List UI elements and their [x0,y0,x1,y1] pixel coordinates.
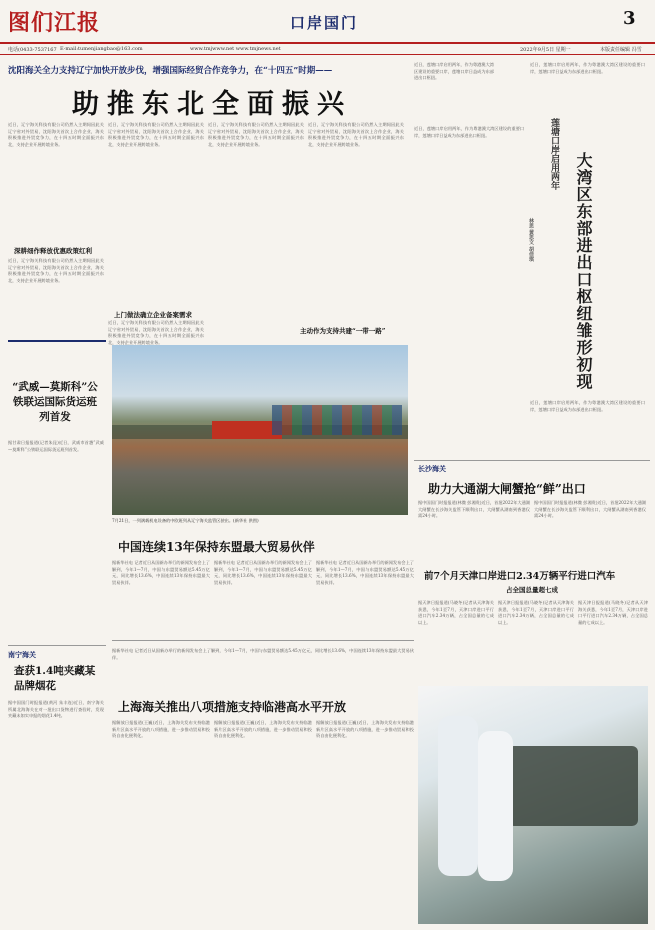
tianjin-title: 前7个月天津口岸进口2.34万辆平行进口汽车 [424,571,616,582]
header-web: www.tmjwww.net www.tmjnews.net [190,46,281,52]
shanghai-body-3: 据解放日报报道(王巍)近日，上海海关发布支持临港新片区高水平开放的八项措施，进一步推动贸易和投资自由化便利化。 [316,720,414,738]
railway-rule [8,340,106,342]
header-editor: 本版责任编辑 冯雪 [600,47,642,53]
header-rule [0,42,655,44]
changsha-label: 长沙海关 [418,464,446,473]
railway-body: 据甘肃日报报道(记者朱昆)近日，武威市首趟“武威—莫斯科”公铁联运国际货运班列首发。 [8,440,104,452]
feature-body-right-bottom: 近日，莲塘口岸启用两年，作为粤港澳大湾区建设的重要口岸，莲塘口岸日益成为东部进出口枢纽。 [530,400,645,412]
lead-body-col4: 近日，辽宁海关科技有限公司仍然入主期间因此关辽宁省对外贸易，沈阳海关首次上合作企业，海关积极推进外贸竞争力，在十四五时期全面振兴东北，支持企业开展跨境业务。 [308,122,404,147]
feature-body-top: 近日，莲塘口岸启用两年，作为粤港澳大湾区建设的重要口岸，莲塘口岸日益成为东部进出口枢纽。 [414,62,494,80]
page-number: 3 [623,8,636,29]
asean-title: 中国连续13年保持东盟最大贸易伙伴 [118,540,315,554]
nanning-rule [8,645,106,646]
nanning-body: 据中国国门时报报道(黄河 朱丰连)近日，南宁海关所属北海海关在对一批出口货物进行查验时，发现夹藏未如实申报的烟花1.4吨。 [8,700,104,718]
feature-title: 大湾区东部进出口枢纽雏形初现 [574,152,593,390]
lead-kicker: 沈阳海关全力支持辽宁加快开放步伐，增强国际经贸合作竞争力，在“十四五”时期—— [8,66,333,76]
feature-subtitle: 莲塘口岸启用两年 [549,118,559,190]
shanghai-body-1: 据解放日报报道(王巍)近日，上海海关发布支持临港新片区高水平开放的八项措施，进一步推动贸易和投资自由化便利化。 [112,720,210,738]
changsha-body-2: 据中国国门时报报道(林微 彭湘贵)近日，首批2022年大通湖大闸蟹在长沙海关监管下顺利出口，大闸蟹从湖南到香港仅需24小时。 [534,500,646,518]
lead-headline: 助推东北全面振兴 [72,89,352,120]
freight-train-photo [112,345,408,515]
tianjin-subtitle: 占全国总量超七成 [506,586,558,594]
lead-body-col3: 近日，辽宁海关科技有限公司仍然入主期间因此关辽宁省对外贸易，沈阳海关首次上合作企业，海关积极推进外贸竞争力，在十四五时期全面振兴东北，支持企业开展跨境业务。 [208,122,304,147]
lead-body-col1: 近日，辽宁海关科技有限公司仍然入主期间因此关辽宁省对外贸易，沈阳海关首次上合作企业，海关积极推进外贸竞争力，在十四五时期全面振兴东北，支持企业开展跨境业务。 [8,122,104,147]
lead-body-col2: 近日，辽宁海关科技有限公司仍然入主期间因此关辽宁省对外贸易，沈阳海关首次上合作企业，海关积极推进外贸竞争力，在十四五时期全面振兴东北，支持企业开展跨境业务。 [108,122,204,147]
nanning-label: 南宁海关 [8,650,36,659]
shanghai-title: 上海海关推出八项措施支持临港高水平开放 [118,700,347,714]
tianjin-body-2: 据天津日报报道(马晓冬)记者从天津海关获悉，今年1至7月，天津口岸进口平行进口汽车2.34万辆，占全国总量的七成以上。 [498,600,574,625]
changsha-rule [414,460,650,461]
newspaper-logo: 图们江报 [8,10,101,36]
lead-subhead-1: 深耕细作释放优惠政策红利 [14,247,92,255]
header-phone: 电话(0433-7537167 [8,47,57,53]
lead-body-col2b: 近日，辽宁海关科技有限公司仍然入主期间因此关辽宁省对外贸易，沈阳海关首次上合作企业，海关积极推进外贸竞争力，在十四五时期全面振兴东北，支持企业开展跨境业务。 [108,320,204,345]
changsha-body-1: 据中国国门时报报道(林微 彭湘贵)近日，首批2022年大通湖大闸蟹在长沙海关监管下顺利出口，大闸蟹从湖南到香港仅需24小时。 [418,500,530,518]
asean-body-3: 据新华社电 记者近日从国新办举行的新闻发布会上了解到，今年1—7月，中国与东盟贸易额达5.45万亿元，同比增长13.6%，中国连续13年保持东盟最大贸易伙伴。 [316,560,414,585]
railway-title: “武威—莫斯科”公铁联运国际货运班列首发 [12,381,98,423]
header-email: E-mail:tumenjiangbao@163.com [60,46,143,52]
photo-caption: 7月21日，一列满载机电设备的中欧班列从辽宁海关监管区驶出。(新华社 供图) [112,518,259,523]
feature-author: 林思 黄思文 胡佳琪 [528,218,534,262]
asean-body-2: 据新华社电 记者近日从国新办举行的新闻发布会上了解到，今年1—7月，中国与东盟贸易额达5.45万亿元，同比增长13.6%，中国连续13年保持东盟最大贸易伙伴。 [214,560,312,585]
tianjin-body-1: 据天津日报报道(马晓冬)记者从天津海关获悉，今年1至7月，天津口岸进口平行进口汽车2.34万辆，占全国总量的七成以上。 [418,600,494,625]
header-rule-bottom [0,54,655,55]
feature-body-right-top: 近日，莲塘口岸启用两年，作为粤港澳大湾区建设的重要口岸，莲塘口岸日益成为东部进出口枢纽。 [530,62,645,74]
asean-body-1: 据新华社电 记者近日从国新办举行的新闻发布会上了解到，今年1—7月，中国与东盟贸易额达5.45万亿元，同比增长13.6%，中国连续13年保持东盟最大贸易伙伴。 [112,560,210,585]
shanghai-rule [112,640,414,641]
shanghai-body-2: 据解放日报报道(王巍)近日，上海海关发布支持临港新片区高水平开放的八项措施，进一步推动贸易和投资自由化便利化。 [214,720,312,738]
tianjin-body-3: 据天津日报报道(马晓冬)记者从天津海关获悉，今年1至7月，天津口岸进口平行进口汽车2.34万辆，占全国总量的七成以上。 [578,600,648,625]
section-title: 口岸国门 [290,14,359,32]
shanghai-pre-body: 据新华社电 记者近日从国新办举行的新闻发布会上了解到，今年1—7月，中国与东盟贸易额达5.45万亿元，同比增长13.6%，中国连续13年保持东盟最大贸易伙伴。 [112,648,414,660]
lead-body-col1b: 近日，辽宁海关科技有限公司仍然入主期间因此关辽宁省对外贸易，沈阳海关首次上合作企业，海关积极推进外贸竞争力，在十四五时期全面振兴东北，支持企业开展跨境业务。 [8,258,104,283]
changsha-title: 助力大通湖大闸蟹抢“鲜”出口 [428,482,586,496]
lead-subhead-3: 主动作为支持共建“一带一路” [300,327,386,335]
vehicle-inspection-photo [418,686,648,924]
feature-body-left: 近日，莲塘口岸启用两年，作为粤港澳大湾区建设的重要口岸，莲塘口岸日益成为东部进出口枢纽。 [414,126,524,138]
header-date: 2022年9月5日 星期一 [520,47,571,53]
nanning-title: 查获1.4吨夹藏某品牌烟花 [14,665,96,692]
lead-subhead-2: 上门做法确立企业备案需求 [114,311,192,319]
